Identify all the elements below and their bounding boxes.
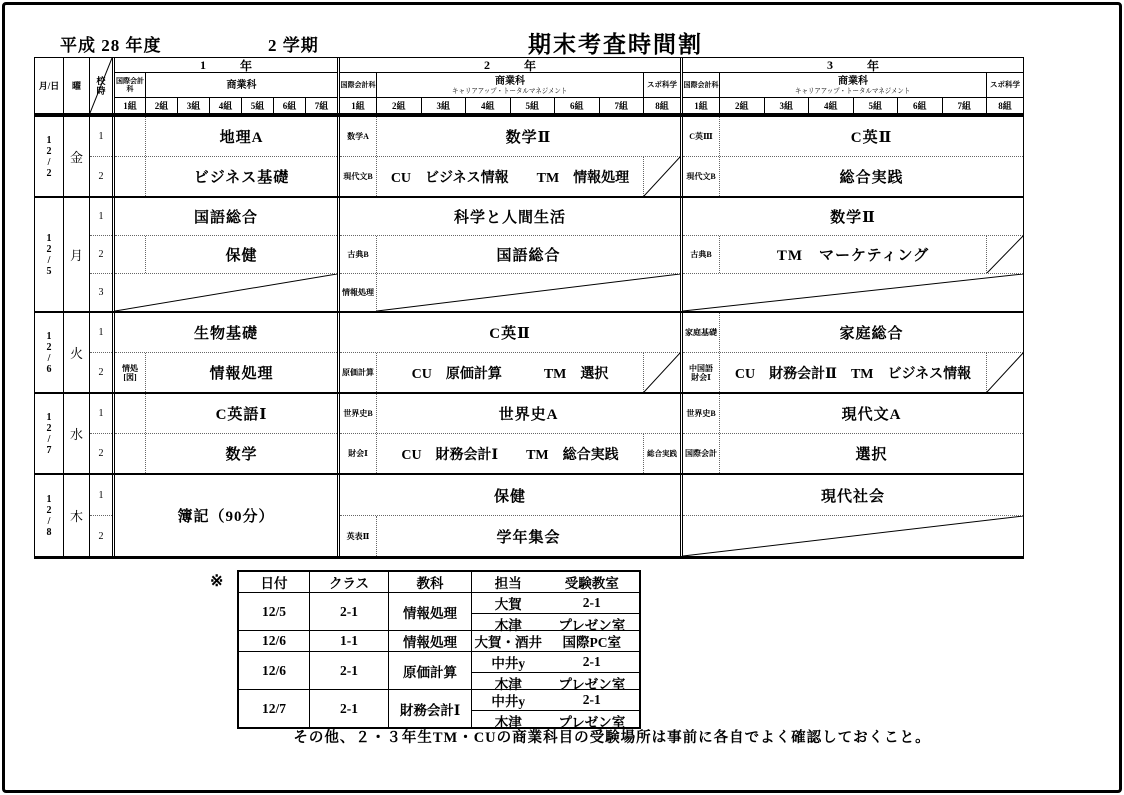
diagonal-line [644, 353, 680, 392]
subject-label: 国語総合 [496, 248, 561, 264]
staff-cell [471, 652, 639, 692]
day-row-12-7 [35, 392, 1023, 473]
subject-small-label [115, 236, 146, 273]
group-label: 8組 [643, 98, 680, 113]
date-char: 1 [46, 134, 52, 146]
year-3-column [680, 475, 1023, 556]
exam-room: プレゼン室 [558, 715, 626, 730]
room-class: 2-1 [309, 652, 388, 689]
timetable-grid [34, 57, 1024, 559]
diagonal-line [115, 274, 337, 311]
subject-label: 保健 [225, 248, 258, 264]
subject-small-label: 現代文B [340, 157, 377, 196]
diagonal-line [683, 516, 1023, 556]
year-header-1 [112, 58, 337, 113]
weekday-cell [64, 475, 90, 556]
room-table-row [239, 592, 639, 633]
date-cell [35, 198, 64, 311]
date-cell [35, 117, 64, 196]
dept-subtitle: キャリアアップ・トータルマネジメント [452, 86, 568, 95]
date-column-label: 月/日 [38, 80, 60, 91]
hour-column-label: 校 時 [96, 75, 106, 96]
subject-label: C英Ⅱ [850, 130, 893, 146]
day-row-12-2 [35, 115, 1023, 196]
weekday-cell [64, 313, 90, 392]
staff-cell [471, 690, 639, 730]
asterisk-mark: ※ [210, 573, 224, 590]
cell-12-2-p1-y2 [340, 117, 680, 156]
footer-note: その他、２・３年生TM・CUの商業科目の受験場所は事前に各自でよく確認しておくこと。 [293, 730, 931, 746]
group-label: 2組 [376, 98, 421, 113]
cell-12-2-p2-y1 [115, 156, 337, 196]
diagonal-line [644, 157, 680, 196]
cell-12-2-p2-y2 [340, 156, 680, 196]
staff-name: 中井y [491, 656, 526, 671]
room-class: 2-1 [309, 690, 388, 727]
exam-room: プレゼン室 [558, 677, 626, 692]
subject-label: 世界史A [498, 407, 559, 423]
period-number: 2 [90, 235, 112, 273]
year-dept-row [115, 73, 337, 97]
date-char: 1 [46, 411, 52, 423]
room-date: 12/5 [261, 603, 286, 619]
sport-group-cell [986, 236, 1023, 273]
staff-row [472, 652, 639, 672]
group-label: 1組 [123, 101, 137, 111]
year-2-column [337, 313, 680, 392]
subject-label: CU ビジネス情報 TM 情報処理 [390, 170, 630, 186]
date-char: 2 [46, 167, 52, 179]
hour-cells [90, 117, 112, 196]
exam-room: プレゼン室 [558, 618, 626, 633]
year-name: 1 年 [115, 58, 337, 73]
subject-small-label: 古典B [340, 236, 377, 273]
intl-accounting-label: 国際会計科 [340, 73, 377, 97]
period-number: 1 [98, 131, 104, 142]
sport-science-label: スポ科学 [643, 73, 680, 97]
subject-label: 数学 [225, 447, 258, 463]
room-header-label: 受験教室 [564, 576, 619, 591]
cell-12-6-p1-y2 [340, 313, 680, 352]
group-label: 5組 [510, 98, 555, 113]
subject-label [377, 274, 680, 311]
room-subject: 財務会計Ⅰ [388, 690, 471, 727]
subject-label: 家庭総合 [839, 326, 904, 342]
staff-name: 木津 [494, 677, 522, 692]
year-header-3 [680, 58, 1023, 113]
cell-12-5-p3-y1 [115, 273, 337, 311]
year-name: 3 年 [683, 58, 1023, 73]
year-1-column [112, 475, 337, 556]
cell-12-7-p2-y3 [683, 433, 1023, 473]
period-number: 1 [98, 489, 104, 501]
date-cell [35, 313, 64, 392]
diagonal-line [987, 236, 1023, 273]
period-number: 2 [90, 352, 112, 392]
subject-small-label [115, 394, 146, 433]
year-2-column [337, 117, 680, 196]
staff-header-cell [471, 572, 639, 592]
group-label: 2組 [145, 98, 177, 113]
diagonal-line [377, 274, 680, 311]
weekday-column-header [64, 58, 90, 113]
term-label: 2 学期 [268, 36, 319, 55]
commerce-dept-label [377, 73, 643, 97]
date-cell [35, 394, 64, 473]
day-row-12-5 [35, 196, 1023, 311]
page-title: 期末考査時間割 [528, 26, 703, 62]
subject-label: 現代文A [841, 407, 902, 423]
cell-12-5-p3-y2 [340, 273, 680, 311]
subject-small-label: 古典B [683, 236, 720, 273]
cell-12-5-p1-y2 [340, 198, 680, 235]
year-2-column [337, 475, 680, 556]
date-column-header [35, 58, 64, 113]
group-label: 5組 [241, 98, 273, 113]
exam-room: 2-1 [582, 654, 601, 669]
subject-label: 数学Ⅱ [505, 130, 552, 146]
cell-12-5-p1-y3 [683, 198, 1023, 235]
subject-small-label: 財会Ⅰ [340, 434, 377, 473]
group-label: 3組 [177, 98, 209, 113]
date-char: / [47, 433, 51, 445]
year-3-column [680, 394, 1023, 473]
cell-12-8-p2-y3 [683, 515, 1023, 556]
year-3-column [680, 198, 1023, 311]
weekday-cell [64, 198, 90, 311]
subject-small-label: 国際会計 [683, 434, 720, 473]
group-label: 7組 [599, 98, 644, 113]
commerce-dept-label [146, 73, 337, 97]
hour-cells [90, 198, 112, 311]
subject-small-label: 情処 [図] [115, 353, 146, 392]
sport-group-cell: 総合実践 [643, 434, 680, 473]
subject-label: CU 財務会計Ⅰ TM 総合実践 [401, 447, 619, 463]
staff-row [472, 593, 639, 613]
cell-12-6-p2-y1 [115, 352, 337, 392]
sport-group-cell [986, 353, 1023, 392]
subject-label: 選択 [855, 447, 888, 463]
group-label: 6組 [897, 98, 942, 113]
subject-label: C英語Ⅰ [215, 407, 268, 423]
cell-12-5-p2-y1 [115, 235, 337, 273]
weekday-label: 火 [69, 346, 83, 361]
date-char: 2 [46, 504, 52, 516]
year-3-column [680, 313, 1023, 392]
staff-name: 木津 [494, 618, 522, 633]
room-col-header: クラス [309, 572, 388, 592]
date-char: 2 [46, 145, 52, 157]
date-char: / [47, 156, 51, 168]
subject-small-label: C英Ⅲ [683, 117, 720, 156]
subject-label: 生物基礎 [193, 326, 258, 342]
group-label: 6組 [273, 98, 305, 113]
period-number: 2 [90, 433, 112, 473]
subject-label: 簿記（90分） [177, 509, 275, 525]
subject-label: 現代社会 [820, 488, 885, 505]
group-label: 1組 [694, 101, 708, 111]
staff-header-row [472, 572, 639, 592]
year-2-column [337, 394, 680, 473]
group-row [683, 97, 1023, 113]
subject-label [683, 516, 1023, 556]
room-col-header: 教科 [388, 572, 471, 592]
weekday-label: 金 [69, 150, 83, 165]
weekday-cell [64, 394, 90, 473]
cell-12-7-p2-y2 [340, 433, 680, 473]
cell-12-8-p1-y2 [340, 475, 680, 515]
date-char: / [47, 352, 51, 364]
diagonal-line [683, 274, 1023, 311]
period-number: 1 [98, 327, 104, 338]
subject-small-label: 中国語 財会Ⅰ [683, 353, 720, 392]
sport-science-label: スポ科学 [986, 73, 1023, 97]
year-dept-row [340, 73, 680, 97]
date-char: / [47, 515, 51, 527]
room-subject: 原価計算 [388, 652, 471, 689]
subject-small-label: 原価計算 [340, 353, 377, 392]
staff-name: 木津 [494, 715, 522, 730]
exam-room: 2-1 [582, 595, 601, 610]
hour-cells [90, 394, 112, 473]
cell-12-7-p1-y2 [340, 394, 680, 433]
period-number: 1 [98, 211, 104, 222]
group-label: 4組 [209, 98, 241, 113]
group-label: 7組 [942, 98, 987, 113]
date-char: 2 [46, 422, 52, 434]
weekday-cell [64, 117, 90, 196]
cell-12-5-p3-y3 [683, 273, 1023, 311]
group-label: 6組 [554, 98, 599, 113]
date-char: 1 [46, 330, 52, 342]
subject-label: 保健 [493, 488, 526, 505]
subject-small-label [115, 117, 146, 156]
day-row-12-6 [35, 311, 1023, 392]
subject-label [683, 274, 1023, 311]
subject-label: 総合実践 [839, 170, 904, 186]
diagonal-line [987, 353, 1023, 392]
subject-small-label: 英表Ⅱ [340, 516, 377, 556]
sport-group-cell [643, 157, 680, 196]
era-year-label: 平成 28 年度 [60, 36, 162, 55]
weekday-label: 木 [69, 509, 83, 524]
room-table-row [239, 651, 639, 692]
hour-cells [90, 475, 112, 556]
sport-group-cell [643, 353, 680, 392]
cell-12-7-p1-y1 [115, 394, 337, 433]
date-char: 5 [46, 265, 52, 277]
period-number: 2 [90, 515, 112, 556]
staff-header-label: 担当 [494, 576, 522, 591]
room-subject: 情報処理 [388, 631, 471, 651]
cell-12-8-p2-y2 [340, 515, 680, 556]
date-char: 7 [46, 444, 52, 456]
staff-name: 大賀・酒井 [474, 635, 543, 650]
subject-label: ビジネス基礎 [193, 170, 290, 186]
group-row [340, 97, 680, 113]
hour-column-header [90, 58, 112, 113]
subject-label: 地理A [219, 130, 264, 146]
subject-small-label [115, 434, 146, 473]
group-label: 1組 [351, 101, 365, 111]
subject-label: CU 原価計算 TM 選択 [411, 366, 609, 382]
staff-cell [471, 593, 639, 633]
cell-12-6-p1-y3 [683, 313, 1023, 352]
group-label: 7組 [305, 98, 337, 113]
year-1-column [112, 394, 337, 473]
dept-subtitle: キャリアアップ・トータルマネジメント [795, 86, 911, 95]
subject-small-label: 世界史B [340, 394, 377, 433]
subject-label: 学年集会 [496, 529, 561, 546]
room-col-header: 日付 [260, 576, 288, 591]
subject-label: 科学と人間生活 [453, 210, 566, 226]
subject-label: 数学Ⅱ [830, 210, 876, 226]
staff-name: 大賀 [494, 597, 522, 612]
cell-12-2-p2-y3 [683, 156, 1023, 196]
year-name: 2 年 [340, 58, 680, 73]
cell-12-7-p2-y1 [115, 433, 337, 473]
room-class: 1-1 [309, 631, 388, 651]
dept-name: 商業科 [226, 79, 257, 91]
group-label: 3組 [764, 98, 809, 113]
group-label: 8組 [986, 98, 1023, 113]
cell-12-2-p1-y1 [115, 117, 337, 156]
subject-label [115, 274, 337, 311]
cell-12-7-p1-y3 [683, 394, 1023, 433]
group-label: 4組 [808, 98, 853, 113]
period-number: 3 [90, 273, 112, 311]
date-char: 2 [46, 243, 52, 255]
room-class: 2-1 [309, 593, 388, 630]
subject-label: CU 財務会計Ⅱ TM ビジネス情報 [734, 366, 972, 382]
cell-12-6-p1-y1 [115, 313, 337, 352]
cell-12-5-p2-y2 [340, 235, 680, 273]
group-row [115, 97, 337, 113]
exam-room-table [237, 570, 641, 729]
dept-name: 商業科 [495, 75, 525, 87]
date-char: 1 [46, 493, 52, 505]
period-number: 1 [98, 408, 104, 419]
cell-12-5-p2-y3 [683, 235, 1023, 273]
weekday-label: 月 [69, 248, 83, 263]
year-1-column [112, 117, 337, 196]
room-date: 12/6 [261, 633, 286, 648]
cell-12-8-p1-y3 [683, 475, 1023, 515]
staff-row [472, 631, 639, 651]
hour-cells [90, 313, 112, 392]
date-cell [35, 475, 64, 556]
date-char: 8 [46, 526, 52, 538]
subject-small-label: 家庭基礎 [683, 313, 720, 352]
staff-cell [471, 631, 639, 651]
date-char: 6 [46, 363, 52, 375]
group-label: 4組 [465, 98, 510, 113]
subject-small-label: 情報処理 [340, 274, 377, 311]
year-2-column [337, 198, 680, 311]
room-table-row [239, 689, 639, 730]
exam-room: 国際PC室 [562, 635, 622, 650]
subject-label: 情報処理 [209, 366, 274, 382]
subject-label: C英Ⅱ [489, 326, 531, 342]
subject-small-label: 世界史B [683, 394, 720, 433]
cell-12-2-p1-y3 [683, 117, 1023, 156]
dept-name: 商業科 [838, 75, 868, 87]
cell-12-6-p2-y3 [683, 352, 1023, 392]
room-table-header [239, 572, 639, 592]
room-subject: 情報処理 [388, 593, 471, 630]
subject-label: TM マーケティング [776, 248, 930, 264]
subject-small-label: 数学A [340, 117, 377, 156]
day-row-12-8 [35, 473, 1023, 556]
date-char: 2 [46, 341, 52, 353]
room-date: 12/6 [261, 662, 286, 678]
room-table-row [239, 630, 639, 651]
exam-room: 2-1 [582, 692, 601, 707]
year-1-column [112, 198, 337, 311]
period-number: 2 [90, 156, 112, 196]
year-header-2 [337, 58, 680, 113]
year-dept-row [683, 73, 1023, 97]
intl-accounting-label: 国際会計科 [683, 73, 720, 97]
cell-12-6-p2-y2 [340, 352, 680, 392]
group-label: 2組 [719, 98, 764, 113]
cell-12-8-p1-y1 [115, 475, 337, 556]
group-label: 5組 [853, 98, 898, 113]
weekday-label: 水 [69, 427, 83, 442]
subject-small-label: 現代文B [683, 157, 720, 196]
intl-accounting-label: 国際会計科 [115, 73, 146, 97]
date-char: / [47, 254, 51, 266]
commerce-dept-label [720, 73, 986, 97]
cell-12-5-p1-y1 [115, 198, 337, 235]
subject-label: 国語総合 [193, 210, 258, 226]
room-date: 12/7 [261, 700, 286, 716]
staff-row [472, 690, 639, 710]
subject-small-label [115, 157, 146, 196]
staff-name: 中井y [491, 694, 526, 709]
year-1-column [112, 313, 337, 392]
weekday-column-label: 曜 [71, 80, 81, 91]
table-header [35, 58, 1023, 115]
group-label: 3組 [421, 98, 466, 113]
date-char: 1 [46, 232, 52, 244]
year-3-column [680, 117, 1023, 196]
